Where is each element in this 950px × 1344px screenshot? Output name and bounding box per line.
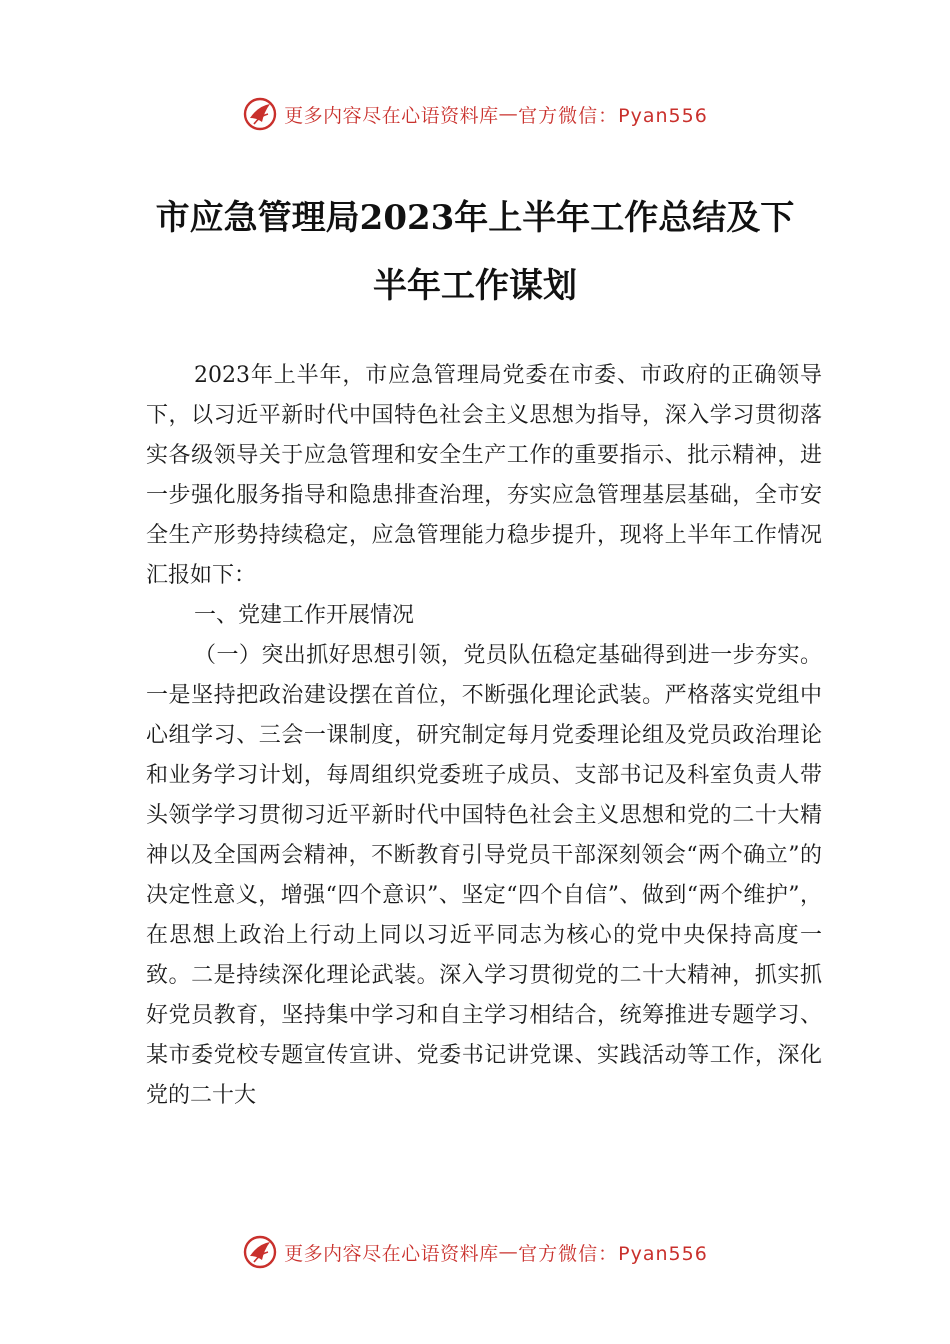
intro-paragraph: 2023年上半年，市应急管理局党委在市委、市政府的正确领导下，以习近平新时代中国特色社会主义思想为指导，深入学习贯彻落实各级领导关于应急管理和安全生产工作的重要指示、批示精神，进一步强化服务指导和隐患排查治理，夯实应急管理基层基础，全市安全生产形势持续稳定，应急管理能力稳步提升，现将上半年工作情况汇报如下：	[146, 363, 822, 588]
watermark-wechat-text: 官方微信：Pyan556	[518, 1242, 708, 1265]
section-paragraph: （一）突出抓好思想引领，党员队伍稳定基础得到进一步夯实。一是坚持把政治建设摆在首位，不断强化理论武装。严格落实党组中心组学习、三会一课制度，研究制定每月党委理论组及党员政治理论和业务学习计划，每周组织党委班子成员、支部书记及科室负责人带头领学学习贯彻习近平新时代中国特色社会主义思想和党的二十大精神以及全国两会精神，不断教育引导党员干部深刻领会“两个确立”的决定性意义，增强“四个意识”、坚定“四个自信”、做到“两个维护”，在思想上政治上行动上同以习近平同志为核心的党中央保持高度一致。二是持续深化理论武装。深入学习贯彻党的二十大精神，抓实抓好党员教育，坚持集中学习和自主学习相结合，统筹推进专题学习、某市委党校专题宣传宣讲、党委书记讲党课、实践活动等工作，深化党的二十大	[146, 643, 822, 1108]
watermark-banner-bottom	[0, 1232, 950, 1272]
watermark-brand-text: 更多内容尽在心语资料库	[284, 104, 499, 127]
section-heading: 一、党建工作开展情况	[194, 603, 415, 628]
brand-logo-icon	[242, 1234, 278, 1270]
watermark-brand-text: 更多内容尽在心语资料库	[284, 1242, 499, 1265]
watermark-dash: —	[498, 103, 519, 125]
watermark-banner-top	[0, 94, 950, 134]
document-body	[146, 356, 822, 1116]
title-line-1: 市应急管理局2023年上半年工作总结及下	[155, 198, 795, 238]
brand-logo-icon	[242, 96, 278, 132]
title-line-2: 半年工作谋划	[373, 266, 577, 306]
watermark-wechat-text: 官方微信：Pyan556	[518, 104, 708, 127]
document-title	[100, 184, 850, 320]
watermark-dash: —	[498, 1241, 519, 1263]
